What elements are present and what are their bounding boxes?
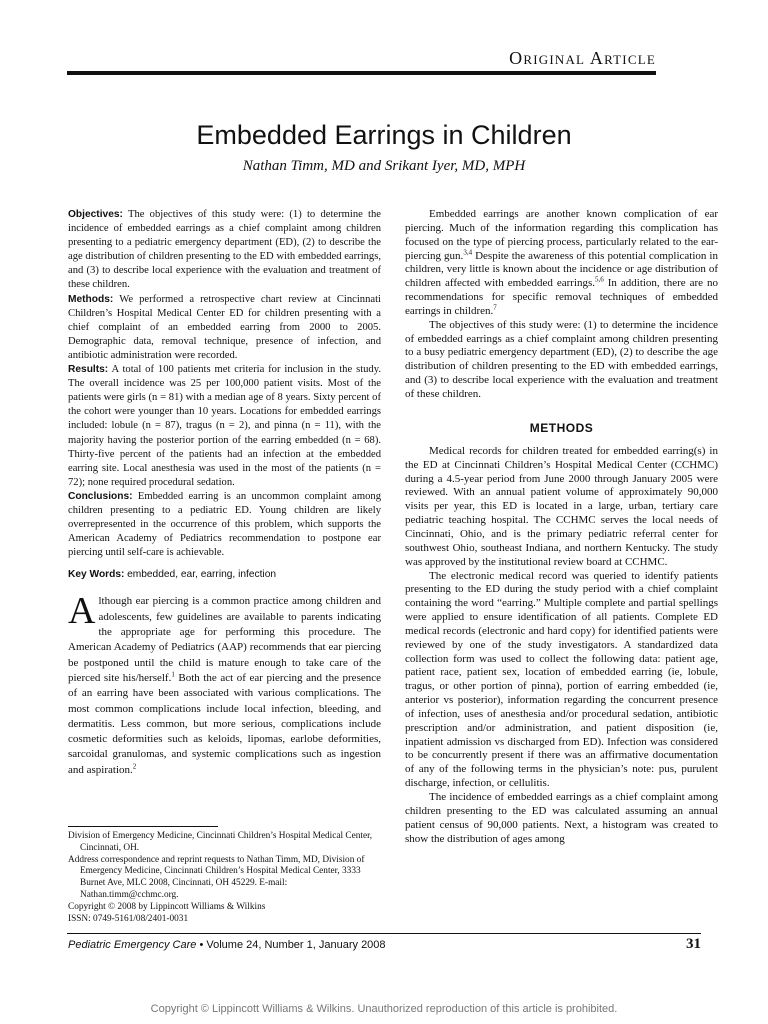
keywords [68, 568, 381, 582]
footnote-affiliation: Division of Emergency Medicine, Cincinnati Children’s Hospital Medical Center, Cincinnati, OH. [68, 831, 373, 853]
footnote-issn: ISSN: 0749-5161/08/2401-0031 [68, 913, 189, 924]
methods-paragraph-3: The incidence of embedded earrings as a chief complaint among children presenting to the ED was calculated assuming an annual patient census of 90,000 patients. Next, a histogram was created to show the distribution of ages among [405, 791, 718, 845]
right-column [405, 208, 718, 846]
methods-text: We performed a retrospective chart review at Cincinnati Children’s Hospital Medical Center ED for children presenting with a chief complaint of an embedded earring from 2000 to 2005. Demographic data, removal technique, presence of infection, and antibiotic administration were recorded. [68, 293, 381, 361]
journal-name: Pediatric Emergency Care [68, 939, 197, 951]
footer-rule [67, 933, 701, 934]
results-text: A total of 100 patients met criteria for inclusion in the study. The overall incidence was 25 per 100,000 patient visits. Most of the patients were girls (n = 81) with a median age of 8 years. Sixty percent of the cohort were younger than 10 years. Locations for embedded earrings included: lobule (n = 87), tragus (n = 2), and pinna (n = 11), with the majority having the posterior portion of the earring embedded (n = 68). Thirty-five percent of the patients had an infection at the embedded earring site. Local anesthesia was used in the most of the patients (n = 72); none required procedural sedation. [68, 364, 381, 488]
methods-heading: METHODS [529, 420, 594, 435]
results-label: Results: [68, 364, 109, 376]
keywords-text: embedded, ear, earring, infection [127, 569, 277, 581]
header-rule [67, 71, 656, 75]
citation-1: 1 [171, 670, 175, 679]
right-intro-text-a: Embedded earrings are another known complication of ear piercing. Much of the information regarding this complication has focused on the type of piercing process, particularly related to the ear-piercing gun. [405, 208, 718, 262]
right-intro-paragraph-1 [405, 208, 718, 319]
conclusions-label: Conclusions: [68, 490, 133, 502]
article-title: Embedded Earrings in Children [196, 120, 572, 150]
copyright-notice: Copyright © Lippincott Williams & Wilkins. Unauthorized reproduction of this article is prohibited. [150, 1003, 618, 1015]
citation-2: 2 [132, 762, 137, 771]
footer-separator: • [199, 939, 204, 951]
citation-3-4: 3,4 [463, 247, 473, 256]
keywords-label: Key Words: [68, 569, 125, 581]
footnote-correspondence: Address correspondence and reprint requests to Nathan Timm, MD, Division of Emergency Medicine, Cincinnati Children’s Hospital Medical Center, 3333 Burnet Ave, MLC 2008, Cincinnati, OH 45229. E-mail: Nathan.timm@cchmc.org. [68, 854, 365, 900]
abstract [68, 208, 381, 560]
footnote-rule [68, 826, 218, 827]
citation-5-6: 5,6 [595, 275, 604, 284]
page-number: 31 [686, 936, 701, 952]
abstract-objectives [68, 208, 381, 293]
right-intro-paragraph-2: The objectives of this study were: (1) to determine the incidence of embedded earrings as a chief complaint among children presenting to a busy pediatric emergency department (ED), (2) to describe the age distribution of children presenting to the ED with embedded earrings, and (3) to describe local experience with the evaluation and treatment of these children. [405, 318, 718, 400]
methods-paragraph-2: The electronic medical record was queried to identify patients presenting to the ED during the study period with a chief complaint containing the word “earring.” Multiple complete and partial spellings were applied to ensure identification of all patients. Complete ED medical records (electronic and hard copy) for identified patients were reviewed by one of the study investigators. A standardized data collection form was used to collect the following data: patient age, patient race, patient sex, location of embedded earring (ie, lobule, tragus, or other portion of pinna), portion of earring embedded (ie, anterior vs posterior), information regarding the concurrent presence of infection, uses of anesthesia and/or procedural sedation, antibiotic prescription and/or administration, and patient disposition (ie, inpatient admission vs discharged from ED). Infection was considered to be concurrently present if there was an affirmative documentation of any of the following terms in the physician’s note: pus, purulent discharge, infection, or cellulitis. [405, 569, 718, 790]
section-label: Original Article [509, 48, 656, 68]
drop-cap: A [68, 590, 96, 633]
right-intro-text-c: In addition, there are no recommendations for specific removal techniques of embedded earrings in children. [405, 277, 718, 317]
intro-paragraph [68, 590, 381, 778]
intro-text-1: lthough ear piercing is a common practice among children and adolescents, few guidelines are available to parents indicating the appropriate age for performing this procedure. The American Academy of Pediatrics (AAP) recommends that ear piercing be postponed until the child is mature enough to take care of the pierced site his/herself. [68, 595, 381, 684]
footer-citation [68, 939, 386, 951]
objectives-text: The objectives of this study were: (1) to determine the incidence of embedded earrings as a chief complaint among children presenting to a pediatric emergency department (ED), (2) to describe the age distribution of children presenting to the ED with embedded earrings, and (3) to describe local experience with the evaluation and treatment of these children. [68, 209, 381, 291]
abstract-methods [68, 293, 381, 363]
citation-7: 7 [493, 303, 497, 312]
abstract-results [68, 363, 381, 490]
methods-label: Methods: [68, 293, 114, 305]
footnotes [68, 831, 381, 925]
article-authors: Nathan Timm, MD and Srikant Iyer, MD, MPH [242, 158, 526, 174]
right-intro-text-b: Despite the awareness of this potential complication in children, very little is known about the incidence or age distribution of children affected with embedded earrings. [405, 249, 718, 290]
footnote-copyright: Copyright © 2008 by Lippincott Williams & Wilkins [68, 901, 266, 912]
abstract-conclusions [68, 490, 381, 560]
journal-issue: Volume 24, Number 1, January 2008 [206, 939, 386, 951]
methods-paragraph-1: Medical records for children treated for embedded earring(s) in the ED at Cincinnati Children’s Hospital Medical Center (CCHMC) during a 4.5-year period from June 2000 through January 2005 were reviewed. With an annual patient volume of approximately 90,000 visits per year, this ED is located in a large, urban, tertiary care pediatric teaching hospital. The CCHMC serves the local needs of Cincinnati, Ohio, and is the primary pediatric referral center for southwest Ohio, southeast Indiana, and northern Kentucky. The study was approved by the institutional review board at CCHMC. [405, 444, 718, 568]
left-column [68, 208, 381, 778]
intro-text-2: Both the act of ear piercing and the presence of an earring have been associated with various complications. The most common complications include local infection, bleeding, and dermatitis. Less common, but more serious, complications include cosmetic deformities such as keloids, lipomas, earlobe deformities, sarcoidal granulomas, and systemic complications such as ingestion and aspiration. [68, 671, 381, 776]
conclusions-text: Embedded earring is an uncommon complaint among children presenting to a pediatric ED. Young children are likely overrepresented in the occurrence of this problem, which supports the American Academy of Pediatrics recommendation to postpone ear piercing until self-care is achievable. [68, 490, 381, 559]
objectives-label: Objectives: [68, 209, 123, 220]
